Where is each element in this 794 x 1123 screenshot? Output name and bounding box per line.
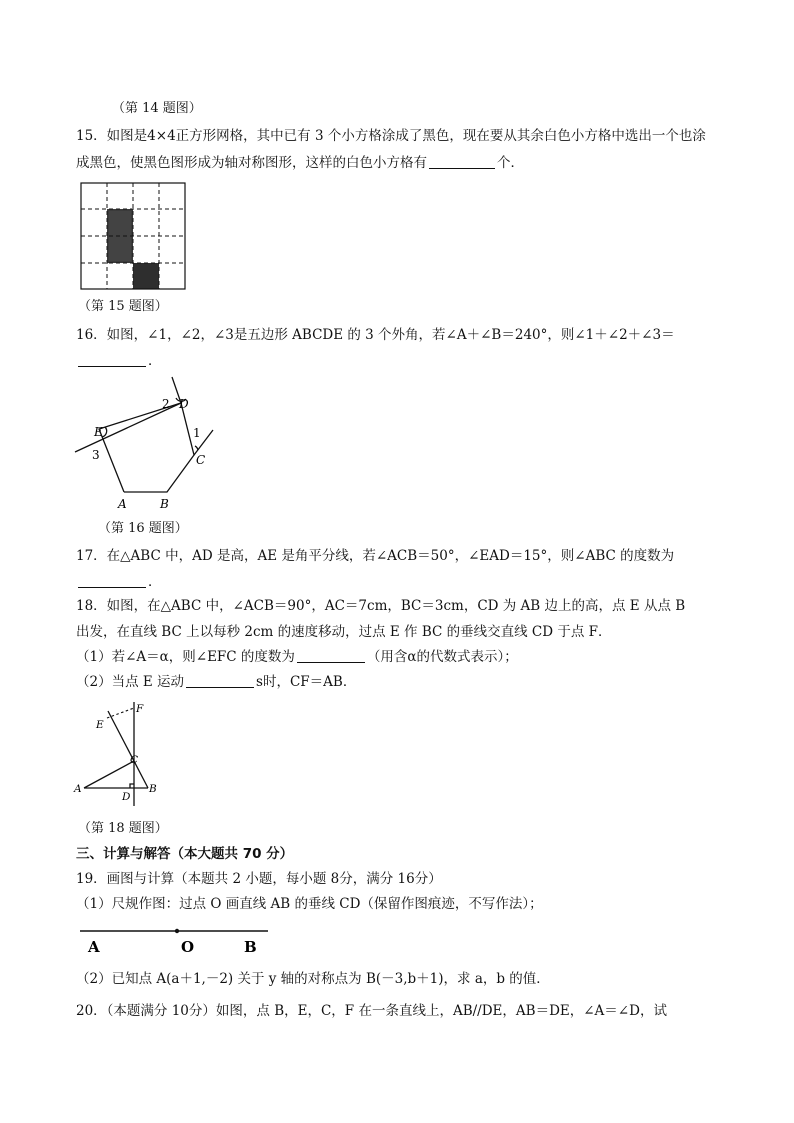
q18-sub2 <box>76 673 356 691</box>
q16-answer-blank <box>78 352 146 367</box>
q19-title: 19．画图与计算（本题共 2 小题，每小题 8分，满分 16分） <box>76 871 442 887</box>
section3-title: 三、计算与解答（本大题共 70 分） <box>76 846 294 862</box>
q17-answer-blank <box>78 573 146 588</box>
fig15-grid <box>78 182 188 290</box>
black-cell-r4c3 <box>133 263 159 289</box>
q18-sub1-text: （1）若∠A＝α，则∠EFC 的度数为 <box>76 649 295 665</box>
q18-line1: 18．如图，在△ABC 中，∠ACB＝90°，AC＝7cm，BC＝3cm，CD 为 AB 边上的高，点 E 从点 B <box>76 598 686 614</box>
label-C: C <box>196 453 206 467</box>
q16-line2 <box>76 352 162 370</box>
q20-line1: 20．（本题满分 10分）如图，点 B，E，C，F 在一条直线上，AB//DE，AB＝DE，∠A＝∠D，试 <box>76 1003 667 1019</box>
q19-sub1: （1）尺规作图：过点 O 画直线 AB 的垂线 CD（保留作图痕迹，不写作法）； <box>76 896 543 912</box>
label-B: B <box>160 497 169 511</box>
q18-sub1-tail: （用含α的代数式表示）； <box>366 649 518 665</box>
q18-sub2-blank <box>186 673 254 688</box>
q15-line2 <box>76 154 524 172</box>
q19-line-AOB <box>78 922 278 956</box>
fig16-pentagon <box>72 374 222 514</box>
label-3: 3 <box>92 448 100 462</box>
q15-answer-blank <box>429 154 495 169</box>
label-F: F <box>136 703 144 715</box>
label-B: B <box>244 938 257 956</box>
q16-tail: ． <box>148 353 162 369</box>
q17-line2 <box>76 573 162 591</box>
q15-line2-tail: 个． <box>497 155 524 171</box>
fig15-caption: （第 15 题图） <box>78 299 168 314</box>
q17-line1: 17．在△ABC 中，AD 是高，AE 是角平分线，若∠ACB＝50°，∠EAD＝15°，则∠ABC 的度数为 <box>76 548 675 564</box>
q18-line2: 出发，在直线 BC 上以每秒 2cm 的速度移动，过点 E 作 BC 的垂线交直线 CD 于点 F． <box>76 624 612 640</box>
label-E: E <box>96 719 104 731</box>
q18-sub1 <box>76 648 518 666</box>
fig16-caption: （第 16 题图） <box>98 521 188 536</box>
label-O: O <box>181 938 195 956</box>
q16-line1: 16．如图，∠1，∠2，∠3是五边形 ABCDE 的 3 个外角，若∠A＋∠B＝240°，则∠1＋∠2＋∠3＝ <box>76 327 675 343</box>
label-E: E <box>94 425 103 439</box>
label-D: D <box>122 791 131 803</box>
q17-tail: ． <box>148 574 162 590</box>
label-1: 1 <box>193 426 201 440</box>
q15-line2-text: 成黑色，使黑色图形成为轴对称图形，这样的白色小方格有 <box>76 155 427 171</box>
label-A: A <box>118 497 127 511</box>
point-O <box>175 929 179 933</box>
q19-sub2: （2）已知点 A(a＋1,－2) 关于 y 轴的对称点为 B(－3,b＋1)，求 a，b 的值． <box>76 971 550 987</box>
q15-line1: 15．如图是4×4正方形网格，其中已有 3 个小方格涂成了黑色，现在要从其余白色小方格中选出一个也涂 <box>76 128 706 144</box>
q18-sub1-blank <box>297 648 365 663</box>
label-2: 2 <box>162 397 170 411</box>
label-A: A <box>74 783 82 795</box>
label-A: A <box>88 938 100 956</box>
fig18-caption: （第 18 题图） <box>78 821 168 836</box>
fig18-triangle <box>72 700 172 815</box>
fig14-caption: （第 14 题图） <box>112 101 202 116</box>
label-B: B <box>149 783 157 795</box>
triangle-lines <box>84 702 148 806</box>
label-C: C <box>130 754 139 766</box>
q18-sub2-tail: s时，CF＝AB． <box>256 674 357 690</box>
q18-sub2-text: （2）当点 E 运动 <box>76 674 185 690</box>
label-D: D <box>179 397 189 411</box>
